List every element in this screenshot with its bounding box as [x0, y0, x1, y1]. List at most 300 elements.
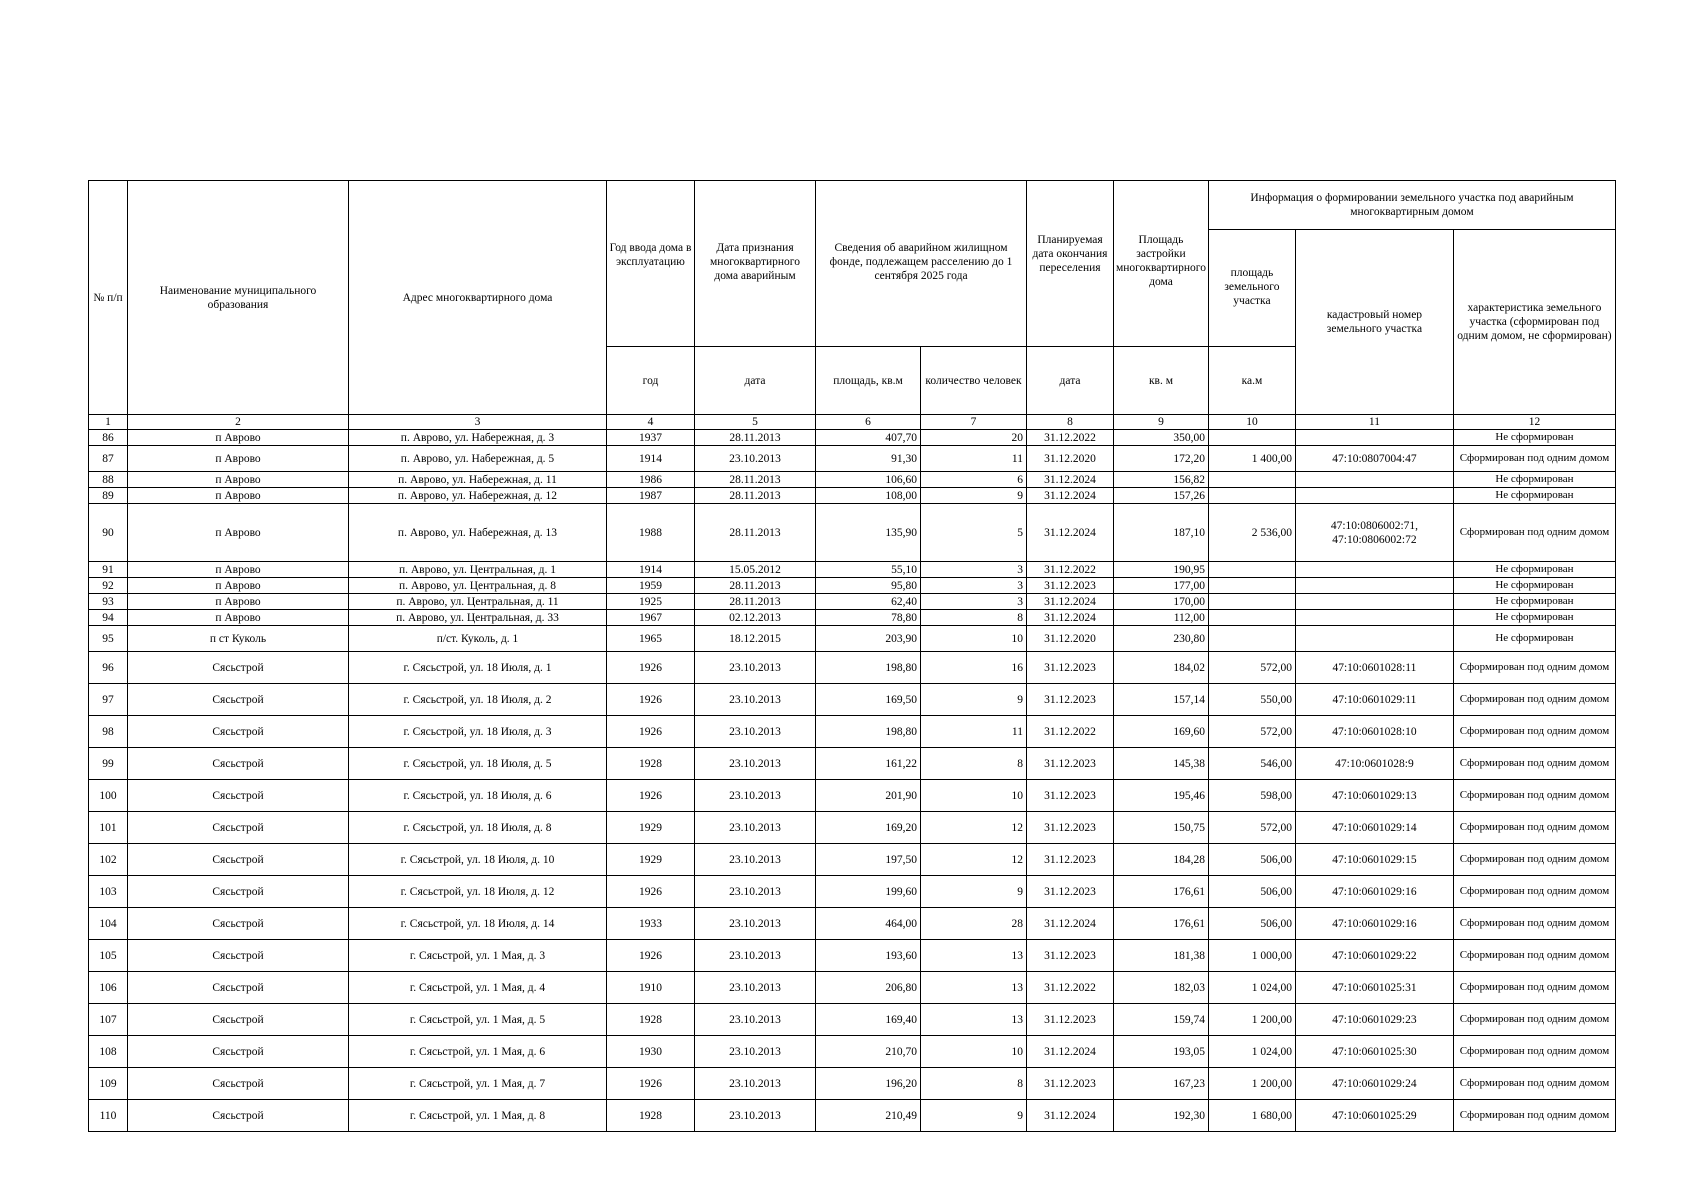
year-cell: 1926: [607, 652, 695, 684]
planned-date-cell: 31.12.2022: [1027, 972, 1114, 1004]
municipality-cell: Сясьстрой: [128, 940, 349, 972]
land-characteristic-cell: Сформирован под одним домом: [1453, 876, 1615, 908]
area-cell: 198,80: [816, 716, 921, 748]
land-area-cell: 598,00: [1208, 780, 1295, 812]
address-cell: п. Аврово, ул. Набережная, д. 5: [349, 446, 607, 472]
land-characteristic-cell: Не сформирован: [1453, 562, 1615, 578]
emergency-date-cell: 23.10.2013: [695, 1100, 816, 1132]
planned-date-cell: 31.12.2024: [1027, 472, 1114, 488]
cadastral-cell: 47:10:0601025:31: [1295, 972, 1453, 1004]
municipality-cell: п Аврово: [128, 610, 349, 626]
address-cell: г. Сясьстрой, ул. 18 Июля, д. 10: [349, 844, 607, 876]
row-number: 108: [89, 1036, 128, 1068]
people-cell: 13: [921, 940, 1027, 972]
header-sub-date2: дата: [1027, 347, 1114, 415]
land-area-cell: 572,00: [1208, 652, 1295, 684]
table-row: [89, 908, 1616, 940]
emergency-date-cell: 28.11.2013: [695, 594, 816, 610]
row-number: 94: [89, 610, 128, 626]
people-cell: 8: [921, 610, 1027, 626]
building-area-cell: 176,61: [1114, 876, 1209, 908]
building-area-cell: 187,10: [1114, 504, 1209, 562]
land-area-cell: 1 200,00: [1208, 1068, 1295, 1100]
table-row: [89, 748, 1616, 780]
row-number: 100: [89, 780, 128, 812]
cadastral-cell: 47:10:0601029:11: [1295, 684, 1453, 716]
municipality-cell: п Аврово: [128, 562, 349, 578]
header-num: № п/п: [89, 181, 128, 415]
address-cell: г. Сясьстрой, ул. 18 Июля, д. 12: [349, 876, 607, 908]
table-row: [89, 972, 1616, 1004]
emergency-date-cell: 28.11.2013: [695, 472, 816, 488]
address-cell: г. Сясьстрой, ул. 1 Мая, д. 4: [349, 972, 607, 1004]
building-area-cell: 157,14: [1114, 684, 1209, 716]
municipality-cell: Сясьстрой: [128, 908, 349, 940]
land-area-cell: 1 680,00: [1208, 1100, 1295, 1132]
address-cell: г. Сясьстрой, ул. 18 Июля, д. 3: [349, 716, 607, 748]
municipality-cell: Сясьстрой: [128, 780, 349, 812]
table-row: [89, 610, 1616, 626]
building-area-cell: 184,28: [1114, 844, 1209, 876]
municipality-cell: п Аврово: [128, 472, 349, 488]
municipality-cell: Сясьстрой: [128, 652, 349, 684]
year-cell: 1965: [607, 626, 695, 652]
cadastral-cell: 47:10:0601028:10: [1295, 716, 1453, 748]
land-characteristic-cell: Сформирован под одним домом: [1453, 1100, 1615, 1132]
emergency-date-cell: 23.10.2013: [695, 1036, 816, 1068]
land-area-cell: 506,00: [1208, 876, 1295, 908]
planned-date-cell: 31.12.2024: [1027, 594, 1114, 610]
building-area-cell: 176,61: [1114, 908, 1209, 940]
municipality-cell: п Аврово: [128, 488, 349, 504]
people-cell: 8: [921, 748, 1027, 780]
address-cell: п. Аврово, ул. Центральная, д. 11: [349, 594, 607, 610]
row-number: 109: [89, 1068, 128, 1100]
emergency-date-cell: 28.11.2013: [695, 578, 816, 594]
year-cell: 1928: [607, 1004, 695, 1036]
land-area-cell: 546,00: [1208, 748, 1295, 780]
land-area-cell: [1208, 578, 1295, 594]
header-sub-date: дата: [695, 347, 816, 415]
area-cell: 169,40: [816, 1004, 921, 1036]
municipality-cell: Сясьстрой: [128, 844, 349, 876]
row-number: 107: [89, 1004, 128, 1036]
planned-date-cell: 31.12.2023: [1027, 780, 1114, 812]
table-row: [89, 1004, 1616, 1036]
planned-date-cell: 31.12.2023: [1027, 684, 1114, 716]
land-characteristic-cell: Сформирован под одним домом: [1453, 812, 1615, 844]
address-cell: п. Аврово, ул. Набережная, д. 11: [349, 472, 607, 488]
land-characteristic-cell: Сформирован под одним домом: [1453, 748, 1615, 780]
table-row: [89, 446, 1616, 472]
land-characteristic-cell: Не сформирован: [1453, 594, 1615, 610]
municipality-cell: п Аврово: [128, 430, 349, 446]
table-row: [89, 504, 1616, 562]
row-number: 93: [89, 594, 128, 610]
emergency-date-cell: 23.10.2013: [695, 1068, 816, 1100]
land-area-cell: 550,00: [1208, 684, 1295, 716]
emergency-date-cell: 23.10.2013: [695, 446, 816, 472]
building-area-cell: 190,95: [1114, 562, 1209, 578]
people-cell: 13: [921, 1004, 1027, 1036]
planned-date-cell: 31.12.2023: [1027, 844, 1114, 876]
land-characteristic-cell: Сформирован под одним домом: [1453, 1036, 1615, 1068]
row-number: 95: [89, 626, 128, 652]
table-row: [89, 488, 1616, 504]
building-area-cell: 184,02: [1114, 652, 1209, 684]
area-cell: 407,70: [816, 430, 921, 446]
building-area-cell: 150,75: [1114, 812, 1209, 844]
area-cell: 199,60: [816, 876, 921, 908]
planned-date-cell: 31.12.2020: [1027, 446, 1114, 472]
area-cell: 108,00: [816, 488, 921, 504]
municipality-cell: п Аврово: [128, 446, 349, 472]
land-area-cell: 572,00: [1208, 812, 1295, 844]
land-area-cell: [1208, 626, 1295, 652]
header-year-built: Год ввода дома в эксплуатацию: [607, 181, 695, 347]
row-number: 91: [89, 562, 128, 578]
planned-date-cell: 31.12.2023: [1027, 812, 1114, 844]
header-address: Адрес многоквартирного дома: [349, 181, 607, 415]
column-number: 9: [1114, 415, 1209, 430]
people-cell: 10: [921, 780, 1027, 812]
cadastral-cell: [1295, 488, 1453, 504]
emergency-date-cell: 23.10.2013: [695, 780, 816, 812]
planned-date-cell: 31.12.2023: [1027, 940, 1114, 972]
year-cell: 1929: [607, 812, 695, 844]
building-area-cell: 112,00: [1114, 610, 1209, 626]
land-area-cell: [1208, 430, 1295, 446]
area-cell: 210,49: [816, 1100, 921, 1132]
header-land-info: Информация о формировании земельного участка под аварийным многоквартирным домом: [1208, 181, 1615, 230]
area-cell: 62,40: [816, 594, 921, 610]
column-number: 1: [89, 415, 128, 430]
building-area-cell: 182,03: [1114, 972, 1209, 1004]
column-number: 10: [1208, 415, 1295, 430]
area-cell: 203,90: [816, 626, 921, 652]
address-cell: г. Сясьстрой, ул. 18 Июля, д. 2: [349, 684, 607, 716]
land-area-cell: [1208, 594, 1295, 610]
column-number: 8: [1027, 415, 1114, 430]
table-row: [89, 812, 1616, 844]
cadastral-cell: [1295, 430, 1453, 446]
cadastral-cell: 47:10:0601025:29: [1295, 1100, 1453, 1132]
table-row: [89, 594, 1616, 610]
land-area-cell: 1 000,00: [1208, 940, 1295, 972]
cadastral-cell: 47:10:0601029:14: [1295, 812, 1453, 844]
column-number: 4: [607, 415, 695, 430]
year-cell: 1967: [607, 610, 695, 626]
header-planned-date: Планируемая дата окончания переселения: [1027, 181, 1114, 347]
table-row: [89, 1036, 1616, 1068]
table-row: [89, 1100, 1616, 1132]
year-cell: 1914: [607, 446, 695, 472]
table-row: [89, 430, 1616, 446]
year-cell: 1930: [607, 1036, 695, 1068]
municipality-cell: Сясьстрой: [128, 1036, 349, 1068]
emergency-date-cell: 23.10.2013: [695, 876, 816, 908]
building-area-cell: 177,00: [1114, 578, 1209, 594]
land-characteristic-cell: Не сформирован: [1453, 610, 1615, 626]
emergency-date-cell: 23.10.2013: [695, 812, 816, 844]
building-area-cell: 145,38: [1114, 748, 1209, 780]
row-number: 88: [89, 472, 128, 488]
people-cell: 9: [921, 1100, 1027, 1132]
planned-date-cell: 31.12.2023: [1027, 1068, 1114, 1100]
column-number: 6: [816, 415, 921, 430]
row-number: 90: [89, 504, 128, 562]
area-cell: 95,80: [816, 578, 921, 594]
year-cell: 1988: [607, 504, 695, 562]
building-area-cell: 181,38: [1114, 940, 1209, 972]
address-cell: п. Аврово, ул. Центральная, д. 8: [349, 578, 607, 594]
area-cell: 169,20: [816, 812, 921, 844]
year-cell: 1933: [607, 908, 695, 940]
column-number: 2: [128, 415, 349, 430]
year-cell: 1926: [607, 876, 695, 908]
row-number: 101: [89, 812, 128, 844]
land-area-cell: [1208, 562, 1295, 578]
emergency-date-cell: 23.10.2013: [695, 844, 816, 876]
land-area-cell: 1 200,00: [1208, 1004, 1295, 1036]
emergency-date-cell: 23.10.2013: [695, 748, 816, 780]
people-cell: 9: [921, 876, 1027, 908]
table-row: [89, 626, 1616, 652]
row-number: 87: [89, 446, 128, 472]
area-cell: 135,90: [816, 504, 921, 562]
table-row: [89, 844, 1616, 876]
emergency-date-cell: 15.05.2012: [695, 562, 816, 578]
people-cell: 12: [921, 812, 1027, 844]
land-characteristic-cell: Не сформирован: [1453, 626, 1615, 652]
cadastral-cell: 47:10:0601029:15: [1295, 844, 1453, 876]
cadastral-cell: [1295, 562, 1453, 578]
people-cell: 28: [921, 908, 1027, 940]
address-cell: г. Сясьстрой, ул. 1 Мая, д. 6: [349, 1036, 607, 1068]
cadastral-cell: 47:10:0601029:22: [1295, 940, 1453, 972]
municipality-cell: Сясьстрой: [128, 1068, 349, 1100]
header-date-emergency: Дата признания многоквартирного дома аварийным: [695, 181, 816, 347]
year-cell: 1926: [607, 684, 695, 716]
area-cell: 201,90: [816, 780, 921, 812]
address-cell: г. Сясьстрой, ул. 18 Июля, д. 5: [349, 748, 607, 780]
land-area-cell: 1 024,00: [1208, 1036, 1295, 1068]
municipality-cell: Сясьстрой: [128, 972, 349, 1004]
land-characteristic-cell: Сформирован под одним домом: [1453, 908, 1615, 940]
header-emergency-info: Сведения об аварийном жилищном фонде, подлежащем расселению до 1 сентября 2025 года: [816, 181, 1027, 347]
address-cell: г. Сясьстрой, ул. 1 Мая, д. 7: [349, 1068, 607, 1100]
land-area-cell: 1 024,00: [1208, 972, 1295, 1004]
table-body: [89, 415, 1616, 1132]
building-area-cell: 193,05: [1114, 1036, 1209, 1068]
land-characteristic-cell: Не сформирован: [1453, 578, 1615, 594]
cadastral-cell: 47:10:0601029:23: [1295, 1004, 1453, 1036]
municipality-cell: Сясьстрой: [128, 812, 349, 844]
area-cell: 464,00: [816, 908, 921, 940]
year-cell: 1926: [607, 716, 695, 748]
column-number: 3: [349, 415, 607, 430]
planned-date-cell: 31.12.2023: [1027, 652, 1114, 684]
header-land-char: характеристика земельного участка (сформирован под одним домом, не сформирован): [1453, 230, 1615, 415]
row-number: 97: [89, 684, 128, 716]
header-sub-people: количество человек: [921, 347, 1027, 415]
planned-date-cell: 31.12.2022: [1027, 562, 1114, 578]
land-area-cell: 2 536,00: [1208, 504, 1295, 562]
row-number: 99: [89, 748, 128, 780]
land-characteristic-cell: Сформирован под одним домом: [1453, 504, 1615, 562]
header-building-area: Площадь застройки многоквартирного дома: [1114, 181, 1209, 347]
row-number: 92: [89, 578, 128, 594]
header-sub-kam: ка.м: [1208, 347, 1295, 415]
address-cell: п. Аврово, ул. Набережная, д. 12: [349, 488, 607, 504]
land-characteristic-cell: Сформирован под одним домом: [1453, 716, 1615, 748]
planned-date-cell: 31.12.2024: [1027, 610, 1114, 626]
year-cell: 1926: [607, 780, 695, 812]
row-number: 105: [89, 940, 128, 972]
people-cell: 10: [921, 1036, 1027, 1068]
municipality-cell: п Аврово: [128, 578, 349, 594]
row-number: 96: [89, 652, 128, 684]
cadastral-cell: 47:10:0601029:13: [1295, 780, 1453, 812]
people-cell: 9: [921, 488, 1027, 504]
row-number: 104: [89, 908, 128, 940]
land-area-cell: 506,00: [1208, 908, 1295, 940]
address-cell: г. Сясьстрой, ул. 18 Июля, д. 6: [349, 780, 607, 812]
emergency-date-cell: 23.10.2013: [695, 908, 816, 940]
area-cell: 210,70: [816, 1036, 921, 1068]
row-number: 89: [89, 488, 128, 504]
year-cell: 1937: [607, 430, 695, 446]
land-characteristic-cell: Не сформирован: [1453, 430, 1615, 446]
people-cell: 9: [921, 684, 1027, 716]
land-characteristic-cell: Сформирован под одним домом: [1453, 972, 1615, 1004]
row-number: 103: [89, 876, 128, 908]
land-characteristic-cell: Сформирован под одним домом: [1453, 684, 1615, 716]
emergency-date-cell: 28.11.2013: [695, 488, 816, 504]
table-row: [89, 780, 1616, 812]
header-land-area: площадь земельного участка: [1208, 230, 1295, 347]
address-cell: г. Сясьстрой, ул. 1 Мая, д. 8: [349, 1100, 607, 1132]
land-characteristic-cell: Сформирован под одним домом: [1453, 1004, 1615, 1036]
land-characteristic-cell: Сформирован под одним домом: [1453, 652, 1615, 684]
people-cell: 11: [921, 446, 1027, 472]
people-cell: 13: [921, 972, 1027, 1004]
emergency-date-cell: 23.10.2013: [695, 652, 816, 684]
building-area-cell: 169,60: [1114, 716, 1209, 748]
people-cell: 11: [921, 716, 1027, 748]
year-cell: 1959: [607, 578, 695, 594]
year-cell: 1928: [607, 748, 695, 780]
year-cell: 1928: [607, 1100, 695, 1132]
building-area-cell: 157,26: [1114, 488, 1209, 504]
emergency-date-cell: 28.11.2013: [695, 504, 816, 562]
cadastral-cell: [1295, 594, 1453, 610]
people-cell: 5: [921, 504, 1027, 562]
row-number: 110: [89, 1100, 128, 1132]
people-cell: 3: [921, 562, 1027, 578]
people-cell: 6: [921, 472, 1027, 488]
year-cell: 1925: [607, 594, 695, 610]
municipality-cell: п Аврово: [128, 504, 349, 562]
planned-date-cell: 31.12.2023: [1027, 876, 1114, 908]
cadastral-cell: 47:10:0806002:71, 47:10:0806002:72: [1295, 504, 1453, 562]
table-row: [89, 562, 1616, 578]
area-cell: 91,30: [816, 446, 921, 472]
row-number: 98: [89, 716, 128, 748]
building-area-cell: 230,80: [1114, 626, 1209, 652]
municipality-cell: п Аврово: [128, 594, 349, 610]
emergency-date-cell: 23.10.2013: [695, 716, 816, 748]
emergency-date-cell: 23.10.2013: [695, 1004, 816, 1036]
emergency-date-cell: 23.10.2013: [695, 940, 816, 972]
address-cell: п. Аврово, ул. Набережная, д. 3: [349, 430, 607, 446]
area-cell: 169,50: [816, 684, 921, 716]
cadastral-cell: [1295, 610, 1453, 626]
year-cell: 1914: [607, 562, 695, 578]
emergency-date-cell: 28.11.2013: [695, 430, 816, 446]
land-characteristic-cell: Сформирован под одним домом: [1453, 940, 1615, 972]
address-cell: г. Сясьстрой, ул. 1 Мая, д. 3: [349, 940, 607, 972]
address-cell: п. Аврово, ул. Набережная, д. 13: [349, 504, 607, 562]
address-cell: п. Аврово, ул. Центральная, д. 33: [349, 610, 607, 626]
table-row: [89, 876, 1616, 908]
land-characteristic-cell: Сформирован под одним домом: [1453, 844, 1615, 876]
column-number: 7: [921, 415, 1027, 430]
municipality-cell: п ст Куколь: [128, 626, 349, 652]
area-cell: 55,10: [816, 562, 921, 578]
building-area-cell: 170,00: [1114, 594, 1209, 610]
row-number: 102: [89, 844, 128, 876]
land-characteristic-cell: Не сформирован: [1453, 488, 1615, 504]
address-cell: г. Сясьстрой, ул. 18 Июля, д. 8: [349, 812, 607, 844]
column-number-row: [89, 415, 1616, 430]
municipality-cell: Сясьстрой: [128, 748, 349, 780]
land-area-cell: 506,00: [1208, 844, 1295, 876]
table-row: [89, 1068, 1616, 1100]
land-area-cell: [1208, 610, 1295, 626]
header-municipality: Наименование муниципального образования: [128, 181, 349, 415]
table-row: [89, 472, 1616, 488]
year-cell: 1926: [607, 1068, 695, 1100]
emergency-date-cell: 18.12.2015: [695, 626, 816, 652]
year-cell: 1926: [607, 940, 695, 972]
address-cell: г. Сясьстрой, ул. 18 Июля, д. 14: [349, 908, 607, 940]
cadastral-cell: 47:10:0601028:11: [1295, 652, 1453, 684]
planned-date-cell: 31.12.2023: [1027, 748, 1114, 780]
cadastral-cell: 47:10:0601029:24: [1295, 1068, 1453, 1100]
area-cell: 206,80: [816, 972, 921, 1004]
cadastral-cell: 47:10:0601028:9: [1295, 748, 1453, 780]
row-number: 106: [89, 972, 128, 1004]
planned-date-cell: 31.12.2020: [1027, 626, 1114, 652]
land-area-cell: [1208, 472, 1295, 488]
planned-date-cell: 31.12.2024: [1027, 504, 1114, 562]
people-cell: 16: [921, 652, 1027, 684]
people-cell: 3: [921, 594, 1027, 610]
building-area-cell: 167,23: [1114, 1068, 1209, 1100]
column-number: 12: [1453, 415, 1615, 430]
land-characteristic-cell: Не сформирован: [1453, 472, 1615, 488]
area-cell: 161,22: [816, 748, 921, 780]
cadastral-cell: [1295, 626, 1453, 652]
building-area-cell: 156,82: [1114, 472, 1209, 488]
area-cell: 198,80: [816, 652, 921, 684]
planned-date-cell: 31.12.2024: [1027, 908, 1114, 940]
header-sub-area: площадь, кв.м: [816, 347, 921, 415]
area-cell: 193,60: [816, 940, 921, 972]
building-area-cell: 192,30: [1114, 1100, 1209, 1132]
planned-date-cell: 31.12.2024: [1027, 1100, 1114, 1132]
